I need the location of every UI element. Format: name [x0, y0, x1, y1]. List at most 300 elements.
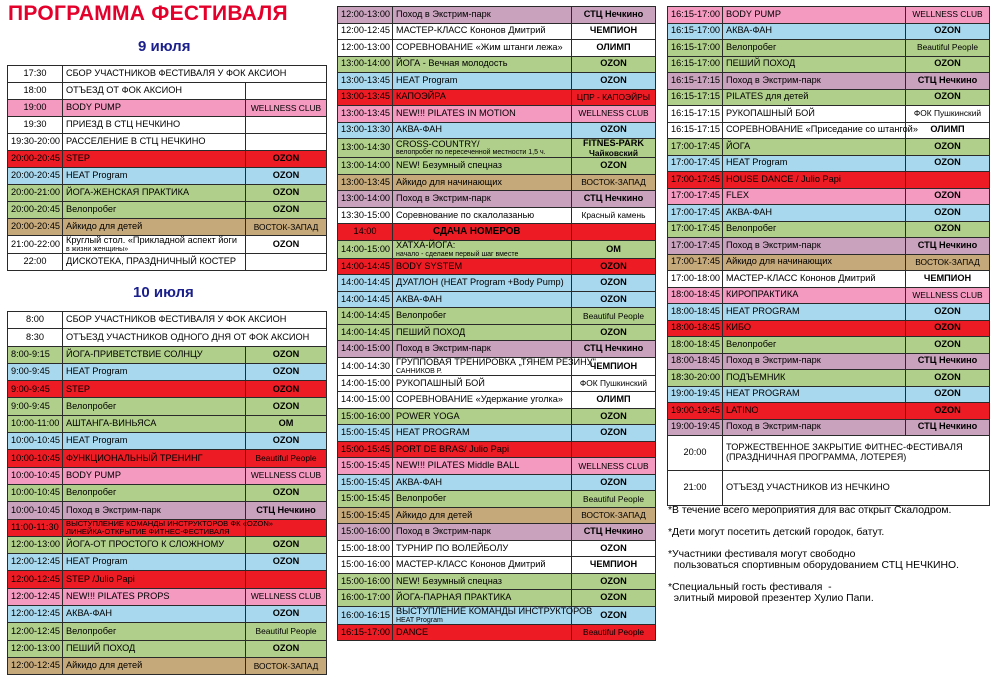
schedule-row — [338, 375, 656, 392]
activity-cell — [63, 623, 246, 640]
schedule-row — [338, 573, 656, 590]
venue-label: ВОСТОК-ЗАПАД — [915, 256, 980, 267]
activity-cell — [723, 23, 906, 40]
activity-sublabel: велопробег по пересеченной местности 1,5 ч. — [396, 149, 546, 157]
venue-label: OZON — [600, 74, 627, 85]
activity-label: Айкидо для начинающих — [726, 256, 832, 267]
venue-cell — [906, 73, 990, 90]
activity-cell — [393, 375, 572, 392]
schedule-row — [338, 139, 656, 158]
activity-cell — [63, 554, 246, 571]
activity-label: Поход в Экстрим-парк — [726, 74, 821, 85]
venue-cell — [246, 83, 327, 100]
schedule-row — [668, 304, 990, 321]
venue-label: OZON — [934, 338, 961, 349]
schedule-row — [338, 73, 656, 90]
schedule-row — [8, 346, 327, 363]
schedule-row — [338, 590, 656, 607]
schedule-row — [8, 151, 327, 168]
activity-cell — [393, 356, 596, 375]
activity-label: BODY PUMP — [66, 469, 121, 480]
note-equipment: *Участники фестиваля могут свободно пользоваться спортивным оборудованием СТЦ НЕЧКИНО. — [668, 549, 959, 571]
venue-cell — [572, 590, 656, 607]
time-cell: 15:00-15:45 — [338, 491, 393, 508]
activity-label: СБОР УЧАСТНИКОВ ФЕСТИВАЛЯ У ФОК АКСИОН — [66, 314, 287, 325]
schedule-row — [338, 441, 656, 458]
activity-label: АКВА-ФАН — [66, 608, 113, 619]
activity-cell — [63, 398, 246, 415]
venue-label: Beautiful People — [255, 453, 317, 464]
time-cell: 18:00-18:45 — [668, 304, 723, 321]
activity-label: STEP — [66, 383, 90, 394]
activity-cell — [723, 238, 906, 255]
venue-label: OZON — [272, 435, 300, 446]
schedule-row — [668, 89, 990, 106]
activity-cell — [723, 73, 906, 90]
time-cell: 19:00-19:45 — [668, 386, 723, 403]
venue-cell — [572, 507, 656, 524]
venue-label: СТЦ Нечкино — [917, 74, 978, 85]
activity-cell — [393, 308, 572, 325]
schedule-row — [338, 392, 656, 409]
schedule-row — [8, 100, 327, 117]
venue-cell — [246, 606, 327, 623]
venue-label: OZON — [272, 238, 300, 249]
schedule-row — [668, 471, 990, 506]
venue-label: WELLNESS CLUB — [912, 289, 983, 300]
day-heading-10-july: 10 июля — [133, 284, 194, 301]
time-cell: 17:00-17:45 — [668, 205, 723, 222]
activity-label: NEW!!! PILATES Middle BALL — [396, 460, 520, 471]
activity-label: АКВА-ФАН — [396, 124, 443, 135]
venue-cell — [246, 415, 327, 432]
schedule-row — [668, 287, 990, 304]
activity-cell — [393, 590, 572, 607]
venue-label: OZON — [934, 157, 961, 168]
venue-label: OZON — [600, 293, 627, 304]
schedule-row — [8, 254, 327, 271]
schedule-row — [338, 258, 656, 275]
venue-cell — [246, 398, 327, 415]
activity-cell — [393, 207, 572, 224]
activity-label: Поход в Экстрим-парк — [726, 239, 821, 250]
time-cell: 8:00 — [8, 312, 63, 329]
activity-label: МАСТЕР-КЛАСС Кононов Дмитрий — [396, 559, 546, 570]
activity-label: NEW! Безумный спецназ — [396, 575, 502, 586]
activity-label: ПОДЪЕМНИК — [726, 371, 786, 382]
venue-label: OZON — [600, 260, 627, 271]
activity-label: ЙОГА — [726, 140, 751, 151]
venue-cell — [572, 392, 656, 409]
schedule-row — [8, 571, 327, 588]
venue-label: OZON — [272, 204, 300, 215]
activity-cell — [393, 240, 572, 258]
schedule-row — [8, 329, 327, 346]
venue-label: OZON — [272, 187, 300, 198]
time-cell: 10:00-10:45 — [8, 484, 63, 501]
venue-cell — [572, 573, 656, 590]
schedule-row — [8, 363, 327, 380]
schedule-row — [338, 291, 656, 308]
venue-label: ВОСТОК-ЗАПАД — [253, 660, 319, 671]
activity-cell — [393, 491, 572, 508]
activity-cell — [393, 507, 572, 524]
schedule-row — [338, 240, 656, 258]
activity-label: ПЕШИЙ ПОХОД — [726, 58, 796, 69]
activity-label: АКВА-ФАН — [726, 25, 773, 36]
activity-label: ТОРЖЕСТВЕННОЕ ЗАКРЫТИЕ ФИТНЕС-ФЕСТИВАЛЯ — [726, 442, 963, 453]
venue-cell — [906, 40, 990, 57]
activity-label: Поход в Экстрим-парк — [726, 421, 821, 432]
activity-cell — [63, 536, 246, 553]
activity-cell — [723, 139, 906, 156]
activity-cell — [393, 425, 572, 442]
activity-label: ЙОГА - Вечная молодость — [396, 58, 508, 69]
venue-label: ВОСТОК-ЗАПАД — [581, 510, 646, 521]
activity-cell — [393, 341, 572, 358]
time-cell: 21:00-22:00 — [8, 236, 63, 254]
venue-cell — [246, 502, 327, 519]
schedule-row — [8, 588, 327, 605]
venue-label: OZON — [272, 348, 300, 359]
schedule-row — [8, 66, 327, 83]
schedule-row — [338, 474, 656, 491]
schedule-table-column-3 — [667, 6, 990, 506]
schedule-row — [668, 370, 990, 387]
activity-label: ПРИЕЗД В СТЦ НЕЧКИНО — [66, 119, 181, 130]
schedule-row — [8, 398, 327, 415]
time-cell: 17:30 — [8, 66, 63, 83]
venue-cell — [906, 122, 990, 139]
venue-cell — [906, 337, 990, 354]
activity-label: Айкидо для начинающих — [396, 176, 502, 187]
venue-cell — [246, 363, 327, 380]
time-cell: 12:00-13:00 — [338, 40, 393, 57]
time-cell: 19:30-20:00 — [8, 134, 63, 151]
venue-cell — [246, 236, 327, 254]
venue-label: OZON — [600, 277, 627, 288]
venue-label: СТЦ Нечкино — [917, 239, 978, 250]
venue-cell — [572, 557, 656, 574]
schedule-row — [668, 436, 990, 471]
schedule-row — [8, 312, 327, 329]
schedule-row — [8, 484, 327, 501]
time-cell: 14:00-14:30 — [338, 357, 393, 375]
activity-label: Айкидо для детей — [396, 509, 473, 520]
venue-cell — [246, 536, 327, 553]
activity-cell — [393, 540, 572, 557]
time-cell: 20:00-20:45 — [8, 219, 63, 236]
venue-cell — [246, 433, 327, 450]
schedule-row — [668, 7, 990, 24]
activity-label: ДИСКОТЕКА, ПРАЗДНИЧНЫЙ КОСТЕР — [66, 256, 236, 267]
time-cell: 16:15-17:00 — [668, 56, 723, 73]
venue-label: ЧЕМПИОН — [589, 360, 638, 371]
schedule-row — [338, 507, 656, 524]
schedule-row — [668, 254, 990, 271]
activity-label: АКВА-ФАН — [396, 476, 443, 487]
time-cell: 12:00-12:45 — [338, 23, 393, 40]
activity-label: ЙОГА-ПАРНАЯ ПРАКТИКА — [396, 592, 512, 603]
activity-cell — [393, 458, 572, 475]
venue-cell — [572, 275, 656, 292]
venue-label: Beautiful People — [583, 310, 644, 321]
time-cell: 15:00-18:00 — [338, 540, 393, 557]
activity-cell — [723, 56, 906, 73]
venue-label: OZON — [272, 366, 300, 377]
activity-label: DANCE — [396, 626, 429, 637]
schedule-row — [338, 408, 656, 425]
venue-label: OZON — [272, 400, 300, 411]
activity-cell — [63, 254, 246, 271]
activity-cell — [393, 392, 572, 409]
schedule-row — [8, 554, 327, 571]
time-cell: 18:30-20:00 — [668, 370, 723, 387]
activity-label: Велопробег — [726, 223, 777, 234]
venue-label: WELLNESS CLUB — [250, 591, 322, 602]
activity-cell — [63, 433, 246, 450]
schedule-row — [338, 275, 656, 292]
venue-cell — [906, 320, 990, 337]
schedule-row — [8, 657, 327, 674]
venue-label: ВОСТОК-ЗАПАД — [253, 221, 319, 232]
activity-label: STEP /Julio Papi — [66, 573, 135, 584]
venue-cell — [572, 491, 656, 508]
activity-label: POWER YOGA — [396, 410, 460, 421]
activity-label: NEW!!! PILATES PROPS — [66, 591, 170, 602]
activity-cell — [393, 56, 572, 73]
activity-cell — [63, 219, 246, 236]
activity-label: NEW! Безумный спецназ — [396, 160, 502, 171]
venue-cell — [572, 89, 656, 106]
schedule-row — [8, 168, 327, 185]
note-climbing-wall: *В течение всего мероприятия для вас открыт Скалодром. — [668, 505, 952, 516]
activity-label: STEP — [66, 153, 90, 164]
activity-label: СБОР УЧАСТНИКОВ ФЕСТИВАЛЯ У ФОК АКСИОН — [66, 68, 287, 79]
venue-label: ОМ — [606, 243, 621, 254]
activity-cell — [393, 40, 572, 57]
schedule-row — [668, 188, 990, 205]
time-cell: 17:00-17:45 — [668, 221, 723, 238]
time-cell: 19:00-19:45 — [668, 419, 723, 436]
activity-sublabel: ЛИНЕЙКА-ОТКРЫТИЕ ФИТНЕС-ФЕСТИВАЛЯ — [66, 526, 230, 536]
venue-label: OZON — [934, 25, 961, 36]
schedule-row — [8, 519, 327, 536]
activity-label: Велопробег — [66, 204, 117, 215]
time-cell: 20:00-20:45 — [8, 168, 63, 185]
activity-label: Поход в Экстрим-парк — [396, 193, 491, 204]
venue-label: ОМ — [278, 418, 294, 429]
venue-cell — [246, 219, 327, 236]
venue-cell — [906, 155, 990, 172]
activity-cell — [393, 139, 572, 158]
time-cell: 12:00-12:45 — [8, 623, 63, 640]
activity-cell — [723, 271, 906, 288]
schedule-row — [668, 353, 990, 370]
activity-cell — [723, 436, 990, 471]
venue-cell — [246, 202, 327, 219]
schedule-row — [668, 271, 990, 288]
venue-label: OZON — [600, 609, 627, 620]
time-cell: 16:15-17:15 — [668, 89, 723, 106]
activity-label: ОТЪЕЗД УЧАСТНИКОВ ИЗ НЕЧКИНО — [726, 482, 890, 493]
venue-label: СТЦ Нечкино — [917, 355, 978, 366]
time-cell: 14:00-15:00 — [338, 341, 393, 358]
activity-label: СОРЕВНОВАНИЕ «Удержание уголка» — [396, 394, 563, 405]
activity-cell — [723, 205, 906, 222]
venue-cell — [572, 40, 656, 57]
activity-cell — [723, 89, 906, 106]
venue-label: OZON — [934, 322, 961, 333]
activity-label: ХАТХА-ЙОГА: — [396, 239, 456, 250]
schedule-row — [338, 207, 656, 224]
time-cell: 13:00-13:45 — [338, 174, 393, 191]
venue-cell — [572, 106, 656, 123]
activity-cell — [723, 221, 906, 238]
venue-label: OZON — [600, 58, 627, 69]
time-cell: 17:00-17:45 — [668, 139, 723, 156]
activity-cell — [393, 474, 572, 491]
activity-cell — [393, 7, 572, 24]
activity-label: ОТЪЕЗД УЧАСТНИКОВ ОДНОГО ДНЯ ОТ ФОК АКСИОН — [66, 331, 310, 342]
venue-cell — [906, 386, 990, 403]
activity-sublabel: начало - сделаем первый шаг вместе — [396, 250, 519, 258]
activity-label: HEAT PROGRAM — [726, 388, 800, 399]
activity-label: ТУРНИР ПО ВОЛЕЙБОЛУ — [396, 542, 509, 553]
activity-cell — [723, 254, 906, 271]
time-cell: 19:00-19:45 — [668, 403, 723, 420]
schedule-row — [338, 174, 656, 191]
activity-label: HEAT Program — [66, 556, 128, 567]
time-cell: 12:00-12:45 — [8, 657, 63, 674]
activity-label: HOUSE DANCE / Julio Papi — [726, 173, 841, 184]
activity-cell — [393, 73, 572, 90]
venue-label: OZON — [934, 388, 961, 399]
activity-label: Соревнование по скалолазанью — [396, 209, 535, 220]
activity-cell — [63, 657, 246, 674]
activity-cell — [63, 346, 246, 363]
venue-cell — [906, 205, 990, 222]
time-cell: 17:00-17:45 — [668, 254, 723, 271]
venue-label: FITNES-PARK — [582, 138, 645, 148]
activity-cell — [393, 106, 572, 123]
venue-cell — [906, 23, 990, 40]
venue-cell — [246, 554, 327, 571]
activity-cell — [393, 224, 572, 241]
activity-cell — [63, 117, 246, 134]
venue-cell — [572, 258, 656, 275]
venue-cell — [906, 287, 990, 304]
time-cell: 17:00-17:45 — [668, 188, 723, 205]
activity-label: АКВА-ФАН — [396, 293, 443, 304]
venue-cell — [246, 185, 327, 202]
activity-cell — [63, 168, 246, 185]
time-cell: 18:00-18:45 — [668, 287, 723, 304]
venue-label: OZON — [272, 539, 300, 550]
time-cell: 16:15-17:00 — [338, 624, 393, 641]
venue-cell — [906, 419, 990, 436]
venue-cell — [906, 89, 990, 106]
activity-cell — [63, 185, 246, 202]
activity-label: BODY PUMP — [726, 8, 781, 19]
venue-label: OZON — [934, 305, 961, 316]
schedule-row — [668, 40, 990, 57]
time-cell: 19:30 — [8, 117, 63, 134]
venue-label: OZON — [934, 223, 961, 234]
venue-cell — [246, 117, 327, 134]
schedule-row — [668, 122, 990, 139]
activity-label: РУКОПАШНЫЙ БОЙ — [396, 377, 485, 388]
schedule-row — [338, 106, 656, 123]
activity-label: HEAT Program — [66, 366, 128, 377]
time-cell: 12:00-13:00 — [8, 536, 63, 553]
venue-cell — [906, 254, 990, 271]
activity-label: ЙОГА-ЖЕНСКАЯ ПРАКТИКА — [66, 187, 190, 198]
schedule-table-9-july — [7, 65, 327, 271]
venue-cell — [246, 100, 327, 117]
venue-sublabel: Чайковский — [589, 147, 638, 158]
schedule-row — [668, 23, 990, 40]
time-cell: 16:15-17:15 — [668, 122, 723, 139]
activity-label: NEW!!! PILATES IN MOTION — [396, 107, 516, 118]
activity-cell — [723, 188, 906, 205]
time-cell: 14:00-14:45 — [338, 275, 393, 292]
activity-label: FLEX — [726, 190, 749, 201]
venue-cell — [572, 540, 656, 557]
activity-label: Поход в Экстрим-парк — [66, 504, 161, 515]
venue-cell — [572, 56, 656, 73]
activity-label: HEAT Program — [726, 157, 788, 168]
schedule-row — [668, 320, 990, 337]
venue-label: ЧЕМПИОН — [589, 25, 638, 36]
schedule-row — [8, 117, 327, 134]
activity-cell — [723, 106, 906, 123]
schedule-row — [8, 640, 327, 657]
venue-cell — [246, 254, 327, 271]
activity-cell — [63, 571, 246, 588]
activity-label: Велопробег — [726, 41, 777, 52]
time-cell: 22:00 — [8, 254, 63, 271]
venue-cell — [572, 158, 656, 175]
time-cell: 17:00-18:00 — [668, 271, 723, 288]
schedule-row — [668, 238, 990, 255]
activity-label: CROSS-COUNTRY/ — [396, 138, 480, 149]
activity-cell — [723, 471, 990, 506]
activity-label: ЙОГА-ПРИВЕТСТВИЕ СОЛНЦУ — [66, 348, 203, 359]
activity-label: Велопробег — [396, 493, 447, 504]
activity-cell — [723, 304, 906, 321]
schedule-row — [668, 386, 990, 403]
schedule-row — [8, 623, 327, 640]
venue-cell — [572, 122, 656, 139]
venue-cell — [572, 341, 656, 358]
time-cell: 14:00-15:00 — [338, 375, 393, 392]
venue-cell — [906, 56, 990, 73]
venue-label: ЦПР - КАПОЭЙРЫ — [576, 91, 651, 102]
time-cell: 12:00-13:00 — [338, 7, 393, 24]
venue-label: СТЦ Нечкино — [583, 526, 644, 537]
time-cell: 8:00-9:15 — [8, 346, 63, 363]
activity-cell — [723, 337, 906, 354]
venue-label: WELLNESS CLUB — [250, 470, 322, 481]
activity-label: Айкидо для детей — [66, 221, 143, 232]
activity-label: ВЫСТУПЛЕНИЕ КОМАНДЫ ИНСТРУКТОРОВ — [396, 605, 593, 616]
venue-label: ФОК Пушкинский — [579, 378, 648, 389]
activity-cell — [63, 415, 246, 432]
venue-cell — [906, 403, 990, 420]
activity-cell — [723, 7, 906, 24]
activity-sublabel: HEAT Program — [396, 616, 443, 624]
